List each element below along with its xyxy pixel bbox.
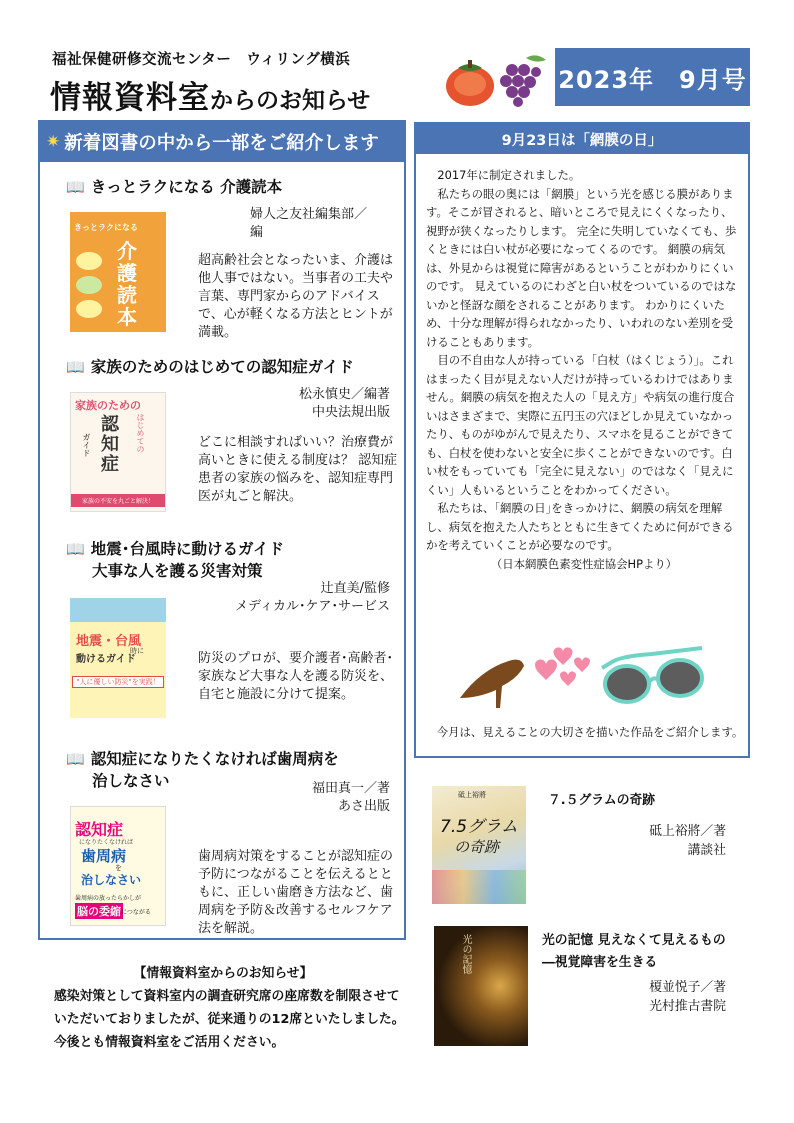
- issue-badge: 2023年 9月号: [555, 48, 750, 106]
- notice-heading: 【情報資料室からのお知らせ】: [133, 966, 313, 981]
- new-books-heading: [40, 122, 404, 162]
- title-main: 情報資料室: [50, 80, 210, 116]
- book-author: 福田真一／著 あさ出版: [311, 781, 390, 814]
- retina-day-heading: 9月23日は「網膜の日」: [416, 124, 748, 154]
- book-author: 松永慎史／編著 中央法規出版: [298, 387, 390, 420]
- open-book-icon: 📖: [66, 750, 85, 768]
- featured-book-title: ７.５グラムの奇跡: [548, 793, 656, 808]
- book-cover: 地震・台風 時に 動けるガイド "人に優しい防災"を実践！: [70, 598, 166, 718]
- article-paragraph: 私たちは、｢網膜の日｣をきっかけに、網膜の病気を理解し、病気を抱えた人たちとともに生きてくために何ができるかを考えていくことが必要なのです。: [426, 501, 734, 552]
- book-title: 📖 きっとラクになる 介護読本: [66, 178, 283, 196]
- open-book-icon: 📖: [66, 358, 85, 376]
- featured-book-cover: 光の記憶: [434, 926, 528, 1046]
- book-title: 📖 認知症になりたくなければ歯周病を 治しなさい: [66, 750, 339, 790]
- article-paragraph: 2017年に制定されました。: [437, 168, 581, 182]
- book-description: 超高齢社会となったいま、介護は他人事ではない。当事者の工夫や言葉、専門家からのアドバイスで、心が軽くなる方法とヒントが満載。: [198, 253, 394, 340]
- book-description: 防災のプロが、要介護者･高齢者･家族など大事な人を護る防災を、自宅と施設に分けて提案。: [198, 651, 394, 702]
- book-cover: きっとラクになる 介 護 読 本: [70, 212, 166, 332]
- book-cover: 認知症 になりたくなければ 歯周病 を 治しなさい 歯周病の放ったらかしが 脳の委縮 につながる: [70, 806, 166, 926]
- book-author: 婦人之友社編集部／ 編: [250, 207, 368, 240]
- bird-hearts-sunglasses-illustration: [452, 638, 712, 718]
- page-title: [50, 72, 370, 117]
- open-book-icon: 📖: [66, 540, 85, 558]
- article-paragraph: 目の不自由な人が持っている「白杖（はくじょう）」。これはまったく目が見えない人だけが持っているわけではありません。網膜の病気を抱えた人の「見え方」や病気の進行度合いはさまざまで、実際に五円玉の穴ほどしか見えていなかったり、ものがゆがんで見えたり、スマホを見ることができても、白杖を使わないと安全に歩くことができないのです。白い杖をもっていても「完全に見えない」のではなく「見えにくい」人もいるということをわかってください。: [426, 353, 735, 497]
- title-suffix: からのお知らせ: [210, 88, 371, 114]
- article-paragraph: 私たちの眼の奥には「網膜」という光を感じる膜があります。そこが冒されると、暗いところで見えにくくなったり、視野が狭くなったりします。 完全に失明していなくても、歩くときには白い杖が必要になってくるのです。 網膜の病気は、外見からは視覚に障害があるということがわかりにくいのです。 見えているのにわざと白い杖をついているのではないかと怪訝な顔をされることがあります。 わかりにくいため、十分な理解が得られなかったり、いわれのない差別を受けることもあります。: [426, 186, 737, 349]
- book-title: 📖 地震･台風時に動けるガイド 大事な人を護る災害対策: [66, 540, 284, 580]
- featured-book-author: 砥上裕將／著 講談社: [649, 824, 726, 858]
- open-book-icon: 📖: [66, 178, 85, 196]
- featured-intro: 今月は、見えることの大切さを描いた作品をご紹介します。: [436, 725, 744, 739]
- persimmon-grape-illustration: [440, 50, 550, 110]
- featured-book-title: 光の記憶 見えなくて見えるもの ―視覚障害を生きる: [542, 933, 726, 970]
- book-author: 辻直美/監修 メディカル･ケア･サービス: [235, 581, 390, 614]
- book-title: 📖 家族のためのはじめての認知症ガイド: [66, 358, 354, 376]
- organization-name: 福祉保健研修交流センター ウィリング横浜: [52, 52, 351, 68]
- retina-day-article: [426, 166, 742, 573]
- notice-section: [40, 962, 406, 1054]
- article-source: （日本網膜色素変性症協会HPより）: [490, 556, 678, 571]
- book-cover: 家族のための はじめての 認 知 症 ガイド 家族の不安を丸ごと解決！: [70, 392, 166, 512]
- book-description: どこに相談すればいい？治療費が高いときに使える制度は？ 認知症患者の家族の悩みを、認知症専門医が丸ごと解決。: [198, 435, 398, 504]
- featured-book-author: 榎並悦子／著 光村推古書院: [649, 980, 726, 1014]
- new-books-heading-text: 新着図書の中から一部をご紹介します: [64, 133, 379, 154]
- sparkle-icon: ✷: [46, 132, 61, 152]
- new-books-panel: [38, 120, 406, 940]
- notice-body: 感染対策として資料室内の調査研究席の座席数を制限させていただいておりましたが、従来通りの12席といたしました。今後とも情報資料室をご活用ください。: [54, 989, 405, 1050]
- featured-book-cover: 砥上裕將 7.5グラム の奇跡: [432, 786, 526, 904]
- book-description: 歯周病対策をすることが認知症の予防につながることを伝えるとともに、正しい歯磨き方法など、歯周病を予防＆改善するセルフケア法を解説。: [198, 849, 394, 936]
